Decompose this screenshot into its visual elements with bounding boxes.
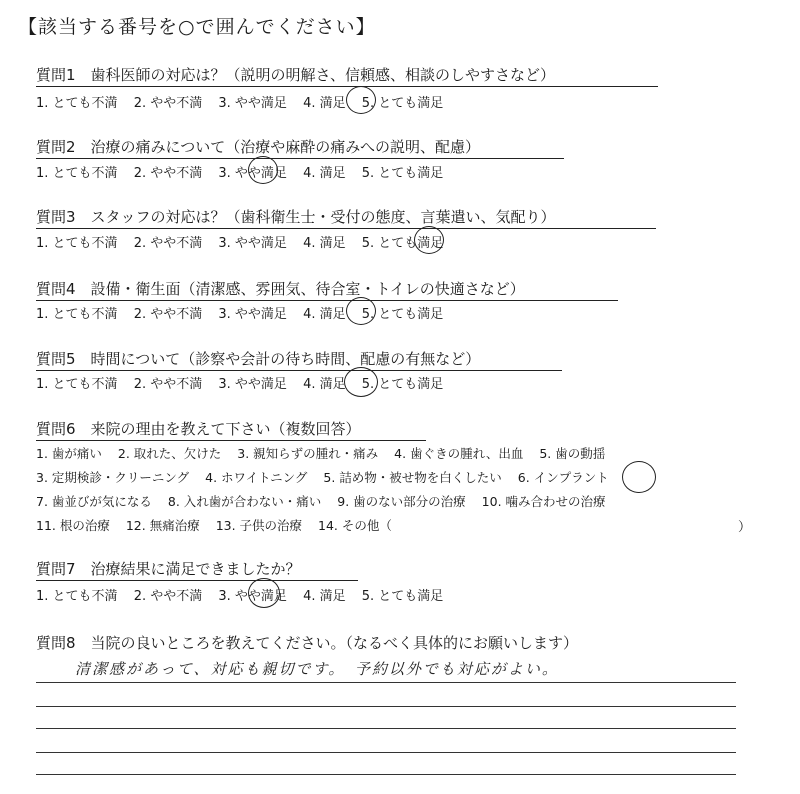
q3-option-5[interactable]: 5. とても満足 [361, 236, 444, 251]
q5-option-2[interactable]: 2. やや不満 [133, 377, 203, 392]
survey-title: 【該当する番号を○で囲んでください】 [18, 16, 376, 38]
q6-option-3[interactable]: 3. 親知らずの腫れ・痛み [237, 446, 379, 461]
q6-selected-circle [622, 461, 656, 493]
q6-option-10[interactable]: 10. 噛み合わせの治療 [481, 494, 606, 509]
question-3-options [36, 232, 455, 251]
q7-option-3[interactable]: 3. やや満足 [218, 589, 287, 604]
q7-option-4[interactable]: 4. 満足 [303, 589, 346, 604]
q6-option-1[interactable]: 1. 歯が痛い [36, 446, 102, 461]
q5-option-1[interactable]: 1. とても不満 [36, 377, 118, 392]
q4-option-5[interactable]: 5. とても満足 [361, 307, 444, 322]
q5-option-5[interactable]: 5. とても満足 [361, 377, 444, 392]
question-7-title: 質問7 治療結果に満足できましたか？ [36, 560, 301, 578]
question-3-title: 質問3 スタッフの対応は？（歯科衛生士・受付の態度、言葉遣い、気配り） [36, 208, 556, 226]
q5-option-3[interactable]: 3. やや満足 [218, 377, 287, 392]
question-6-row-2 [36, 468, 621, 486]
question-1-title: 質問1 歯科医師の対応は？（説明の明解さ、信頼感、相談のしやすさなど） [36, 66, 555, 84]
q3-option-4[interactable]: 4. 満足 [303, 236, 346, 251]
q2-option-3[interactable]: 3. やや満足 [218, 166, 287, 181]
answer-line-5 [36, 774, 736, 775]
question-2-title: 質問2 治療の痛みについて（治療や麻酔の痛みへの説明、配慮） [36, 138, 480, 156]
q4-option-1[interactable]: 1. とても不満 [36, 307, 118, 322]
q6-option-9[interactable]: 9. 歯のない部分の治療 [337, 494, 466, 509]
answer-line-2 [36, 706, 736, 707]
question-8-title: 質問8 当院の良いところを教えてください。（なるべく具体的にお願いします） [36, 634, 579, 652]
q4-option-4[interactable]: 4. 満足 [303, 307, 346, 322]
q1-option-5[interactable]: 5. とても満足 [361, 96, 444, 111]
q6-other-close-paren: ） [738, 520, 752, 535]
question-7-options [36, 585, 455, 604]
q6-option-14[interactable]: 14. その他（ [318, 518, 392, 533]
q6-option-white-filling[interactable]: 5. 詰め物・被せ物を白くしたい [323, 470, 502, 485]
question-4-underline [36, 300, 618, 301]
question-6-title: 質問6 来院の理由を教えて下さい（複数回答） [36, 420, 361, 438]
q5-selected-circle [344, 367, 378, 397]
question-6-row-3 [36, 492, 618, 510]
question-6-row-4 [36, 516, 404, 534]
q7-option-5[interactable]: 5. とても満足 [361, 589, 444, 604]
q1-selected-circle [346, 86, 376, 114]
q2-option-2[interactable]: 2. やや不満 [133, 166, 203, 181]
q7-option-1[interactable]: 1. とても不満 [36, 589, 118, 604]
question-5-underline [36, 370, 562, 371]
q3-option-3[interactable]: 3. やや満足 [218, 236, 287, 251]
q4-option-3[interactable]: 3. やや満足 [218, 307, 287, 322]
q6-option-whitening[interactable]: 4. ホワイトニング [205, 470, 308, 485]
q4-selected-circle [346, 297, 376, 325]
question-4-title: 質問4 設備・衛生面（清潔感、雰囲気、待合室・トイレの快適さなど） [36, 280, 525, 298]
q3-option-1[interactable]: 1. とても不満 [36, 236, 118, 251]
question-3-underline [36, 228, 656, 229]
question-6-underline [36, 440, 426, 441]
question-7-underline [36, 580, 358, 581]
q6-option-11[interactable]: 11. 根の治療 [36, 518, 110, 533]
question-1-underline [36, 86, 658, 87]
q6-option-7[interactable]: 7. 歯並びが気になる [36, 494, 152, 509]
question-1-options [36, 92, 455, 111]
q3-option-2[interactable]: 2. やや不満 [133, 236, 203, 251]
q6-option-implant[interactable]: 6. インプラント [517, 470, 609, 485]
q2-selected-circle [248, 156, 278, 184]
q1-option-1[interactable]: 1. とても不満 [36, 96, 118, 111]
q6-option-5[interactable]: 5. 歯の動揺 [539, 446, 606, 461]
question-6-row-1 [36, 444, 617, 462]
q6-option-checkup[interactable]: 3. 定期検診・クリーニング [36, 470, 190, 485]
q6-option-13[interactable]: 13. 子供の治療 [215, 518, 303, 533]
q8-handwritten-answer[interactable]: 清潔感があって、対応も親切です。 予約以外でも対応がよい。 [75, 660, 559, 678]
question-2-underline [36, 158, 564, 159]
q1-option-3[interactable]: 3. やや満足 [218, 96, 287, 111]
q6-option-12[interactable]: 12. 無痛治療 [125, 518, 200, 533]
q1-option-4[interactable]: 4. 満足 [303, 96, 346, 111]
q2-option-4[interactable]: 4. 満足 [303, 166, 346, 181]
q7-selected-circle [248, 578, 280, 608]
question-4-options [36, 303, 455, 322]
q6-option-4[interactable]: 4. 歯ぐきの腫れ、出血 [394, 446, 524, 461]
q4-option-2[interactable]: 2. やや不満 [133, 307, 203, 322]
q2-option-5[interactable]: 5. とても満足 [361, 166, 444, 181]
q7-option-2[interactable]: 2. やや不満 [133, 589, 203, 604]
answer-line-1 [36, 682, 736, 683]
answer-line-4 [36, 752, 736, 753]
answer-line-3 [36, 728, 736, 729]
q1-option-2[interactable]: 2. やや不満 [133, 96, 203, 111]
q6-option-2[interactable]: 2. 取れた、欠けた [117, 446, 222, 461]
question-5-options [36, 373, 455, 392]
question-2-options [36, 162, 455, 181]
q6-option-8[interactable]: 8. 入れ歯が合わない・痛い [167, 494, 322, 509]
question-5-title: 質問5 時間について（診察や会計の待ち時間、配慮の有無など） [36, 350, 481, 368]
q2-option-1[interactable]: 1. とても不満 [36, 166, 118, 181]
q5-option-4[interactable]: 4. 満足 [303, 377, 346, 392]
q3-selected-circle [414, 226, 444, 254]
